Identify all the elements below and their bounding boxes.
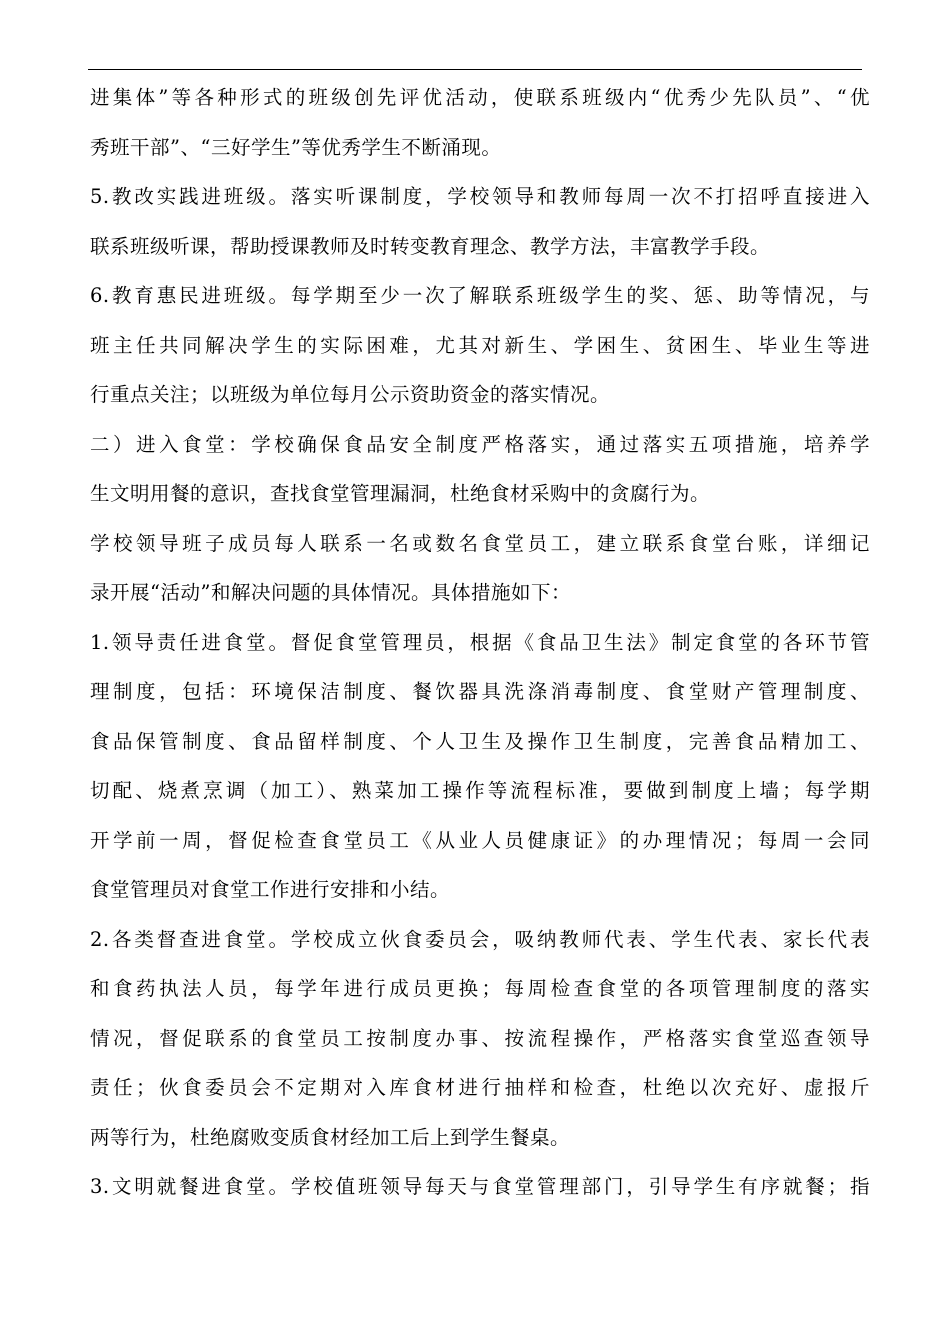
text-line: 二）进入食堂：学校确保食品安全制度严格落实，通过落实五项措施，培养学	[90, 432, 870, 456]
text-line: 和食药执法人员，每学年进行成员更换；每周检查食堂的各项管理制度的落实	[90, 977, 870, 1000]
text-line: 进集体”等各种形式的班级创先评优活动，使联系班级内“优秀少先队员”、“优	[90, 86, 870, 109]
text-line: 两等行为，杜绝腐败变质食材经加工后上到学生餐桌。	[90, 1125, 571, 1149]
text-line: 5.教改实践进班级。落实听课制度，学校领导和教师每周一次不打招呼直接进入	[90, 185, 870, 208]
text-line: 食堂管理员对食堂工作进行安排和小结。	[90, 878, 451, 901]
text-line: 2.各类督查进食堂。学校成立伙食委员会，吸纳教师代表、学生代表、家长代表	[90, 927, 870, 951]
text-line: 情况，督促联系的食堂员工按制度办事、按流程操作，严格落实食堂巡查领导	[90, 1026, 870, 1050]
text-line: 切配、烧煮烹调（加工）、熟菜加工操作等流程标准，要做到制度上墙；每学期	[90, 779, 870, 802]
text-line: 开学前一周，督促检查食堂员工《从业人员健康证》的办理情况；每周一会同	[90, 828, 870, 852]
text-line: 责任；伙食委员会不定期对入库食材进行抽样和检查，杜绝以次充好、虚报斤	[90, 1076, 870, 1099]
text-line: 生文明用餐的意识，查找食堂管理漏洞，杜绝食材采购中的贪腐行为。	[90, 482, 711, 505]
text-line: 食品保管制度、食品留样制度、个人卫生及操作卫生制度，完善食品精加工、	[90, 729, 870, 753]
text-line: 班主任共同解决学生的实际困难，尤其对新生、学困生、贫困生、毕业生等进	[90, 333, 870, 357]
text-line: 学校领导班子成员每人联系一名或数名食堂员工，建立联系食堂台账，详细记	[90, 531, 870, 555]
text-line: 录开展“活动”和解决问题的具体情况。具体措施如下：	[90, 581, 571, 604]
text-line: 秀班干部”、“三好学生”等优秀学生不断涌现。	[90, 135, 502, 159]
header-rule	[88, 69, 862, 70]
text-line: 行重点关注；以班级为单位每月公示资助资金的落实情况。	[90, 383, 611, 406]
text-line: 1.领导责任进食堂。督促食堂管理员，根据《食品卫生法》制定食堂的各环节管	[90, 630, 870, 654]
text-line: 联系班级听课，帮助授课教师及时转变教育理念、教学方法，丰富教学手段。	[90, 234, 771, 258]
text-line: 3.文明就餐进食堂。学校值班领导每天与食堂管理部门，引导学生有序就餐；指	[90, 1175, 870, 1198]
text-line: 6.教育惠民进班级。每学期至少一次了解联系班级学生的奖、惩、助等情况，与	[90, 284, 870, 307]
document-body	[90, 73, 870, 1212]
text-line: 理制度，包括：环境保洁制度、餐饮器具洗涤消毒制度、食堂财产管理制度、	[90, 680, 870, 703]
